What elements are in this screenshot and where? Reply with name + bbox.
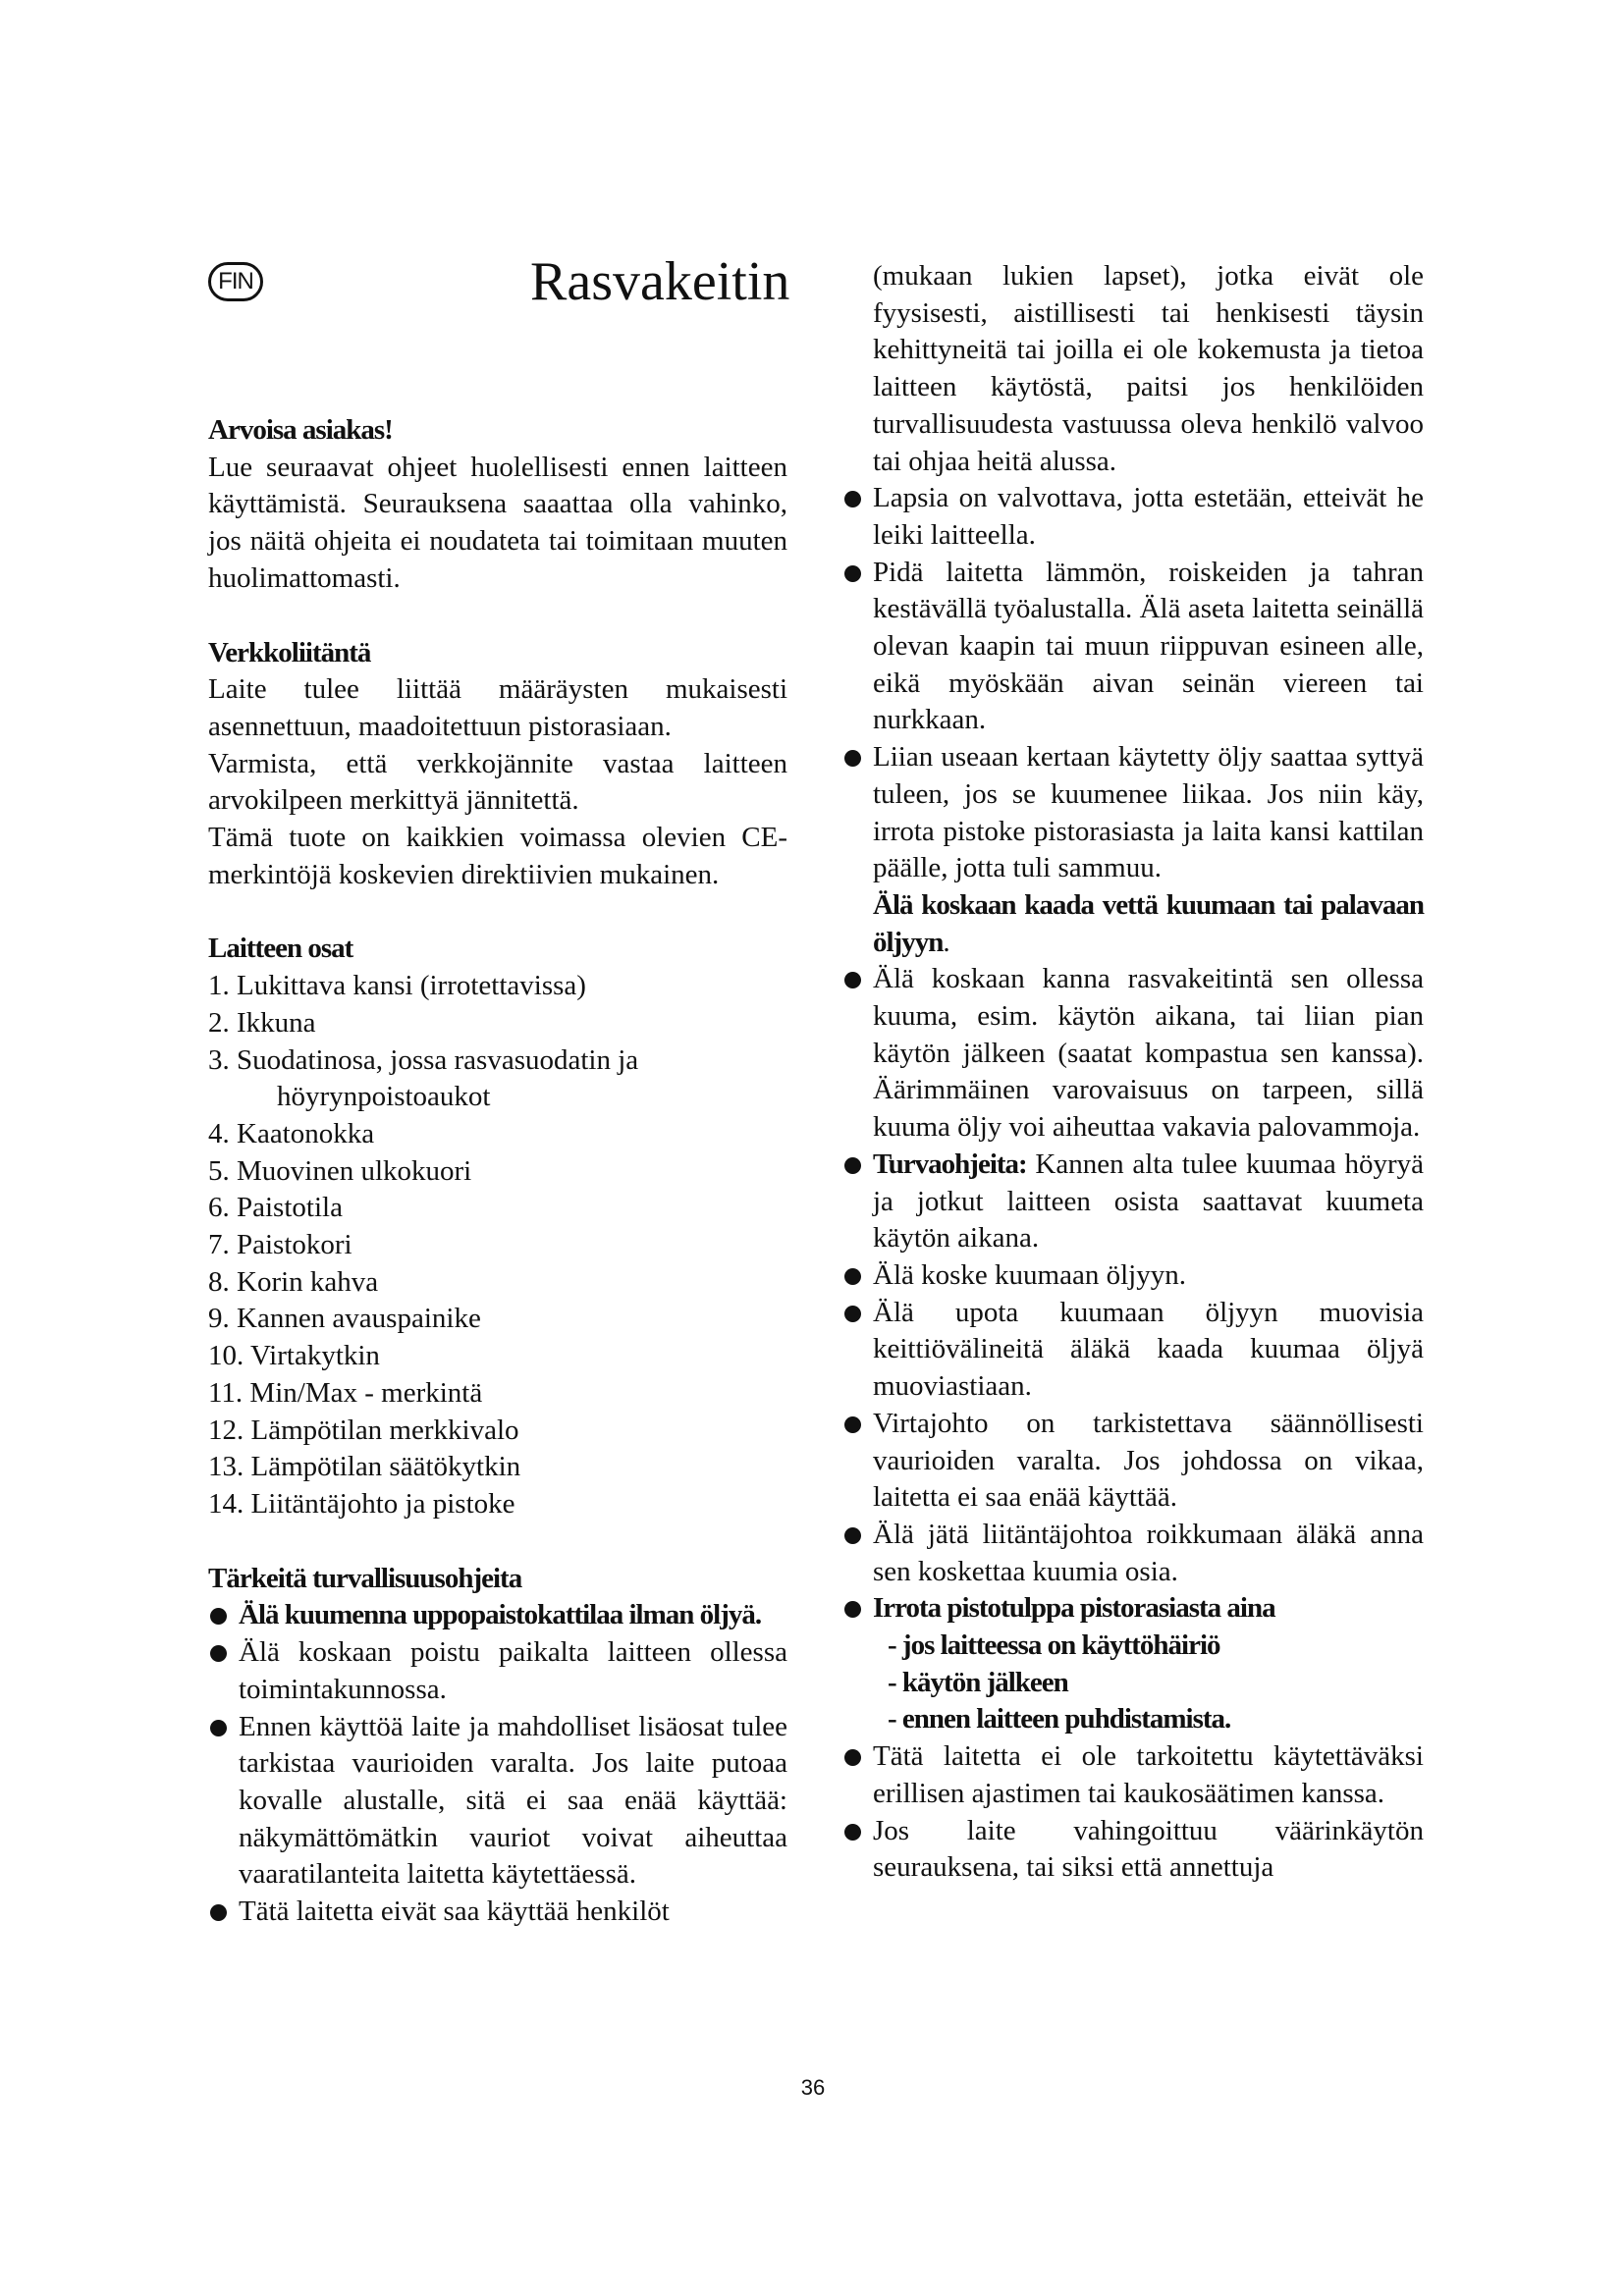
page-title: Rasvakeitin xyxy=(530,251,790,312)
intro-heading: Arvoisa asiakas! xyxy=(208,414,393,446)
safety-heading: Tärkeitä turvallisuusohjeita xyxy=(208,1562,522,1594)
connection-paragraph: Laite tulee liittää määräysten mukaisesti asennettuun, maadoitettuun pistorasiaan. xyxy=(208,673,787,742)
safety-item-continuation: (mukaan lukien lapset), jotka eivät ole fyysisesti, aistillisesti tai henkisesti täysin kehittyneitä tai joilla ei ole kokemusta ja tietoa laitteen käytöstä, paitsi jos henkilöiden turvallisuudesta vastuussa oleva henkilö valvoo tai ohjaa heitä alussa. xyxy=(873,260,1424,477)
safety-item: Älä upota kuumaan öljyyn muovisia keittiövälineitä äläkä kaada kuumaa öljyä muoviastiaan. xyxy=(842,1295,1424,1406)
water-warning-end: . xyxy=(943,926,950,958)
unplug-heading: Irrota pistotulppa pistorasiasta aina xyxy=(842,1590,1424,1628)
parts-list-item: 10. Virtakytkin xyxy=(208,1340,380,1372)
safety-item: Tätä laitetta ei ole tarkoitettu käytettäväksi erillisen ajastimen tai kaukosäätimen kanssa. xyxy=(842,1738,1424,1812)
parts-list-item: 11. Min/Max - merkintä xyxy=(208,1376,483,1409)
safety-item xyxy=(842,1147,1424,1257)
safety-item: Ennen käyttöä laite ja mahdolliset lisäosat tulee tarkistaa vaurioiden varalta. Jos laite putoaa kovalle alustalle, sitä ei saa enää käyttää: näkymättömätkin vauriot voivat aiheuttaa vaaratilanteita laitetta käytettäessä. xyxy=(208,1709,787,1895)
steam-label: Turvaohjeita: xyxy=(873,1148,1027,1180)
safety-item: Älä koskaan poistu paikalta laitteen ollessa toimintakunnossa. xyxy=(208,1634,787,1708)
parts-list-item: 4. Kaatonokka xyxy=(208,1117,375,1149)
safety-item: Jos laite vahingoittuu väärinkäytön seurauksena, tai siksi että annettuja xyxy=(842,1813,1424,1887)
right-column xyxy=(842,258,1424,1887)
safety-item: Älä koskaan kanna rasvakeitintä sen ollessa kuuma, esim. käytön aikana, tai liian pian käytön jälkeen (saatat kompastua sen kanssa). Äärimmäinen varovaisuus on tarpeen, sillä kuuma öljy voi aiheuttaa vakavia palovammoja. xyxy=(842,961,1424,1147)
parts-list-item: 14. Liitäntäjohto ja pistoke xyxy=(208,1487,515,1520)
unplug-item: - jos laitteessa on käyttöhäiriö xyxy=(888,1629,1220,1662)
parts-heading: Laitteen osat xyxy=(208,933,353,965)
safety-item: Lapsia on valvottava, jotta estetään, etteivät he leiki laitteella. xyxy=(842,480,1424,554)
parts-list-item: 6. Paistotila xyxy=(208,1192,343,1224)
parts-list-item: 2. Ikkuna xyxy=(208,1006,316,1039)
parts-list-item: 1. Lukittava kansi (irrotettavissa) xyxy=(208,970,586,1002)
intro-text: Lue seuraavat ohjeet huolellisesti ennen laitteen käyttämistä. Seurauksena saaattaa olla vahinko, jos näitä ohjeita ei noudateta tai toimitaan muuten huolimattomasti. xyxy=(208,451,787,594)
parts-list-item xyxy=(208,1042,787,1116)
water-warning xyxy=(842,887,1424,961)
page-number: 36 xyxy=(800,2075,826,2100)
parts-list-item-text: 3. Suodatinosa, jossa rasvasuodatin ja xyxy=(208,1043,639,1076)
safety-item: Virtajohto on tarkistettava säännöllisesti vaurioiden varalta. Jos johdossa on vikaa, laitetta ei saa enää käyttää. xyxy=(842,1406,1424,1517)
parts-list-item: 13. Lämpötilan säätökytkin xyxy=(208,1451,521,1483)
connection-paragraph: Tämä tuote on kaikkien voimassa olevien CE-merkintöjä koskevien direktiivien mukainen. xyxy=(208,822,787,890)
safety-item: Pidä laitetta lämmön, roiskeiden ja tahran kestävällä työalustalla. Älä aseta laitetta seinällä olevan kaapin tai muun riippuvan esineen alle, eikä myöskään aivan seinän viereen tai nurkkaan. xyxy=(842,555,1424,740)
water-warning-text: Älä koskaan kaada vettä kuumaan tai palavaan öljyyn xyxy=(873,888,1424,958)
connection-heading: Verkkoliitäntä xyxy=(208,636,371,668)
parts-list-item: 7. Paistokori xyxy=(208,1229,352,1261)
left-column xyxy=(208,412,787,1931)
steam-text: Kannen alta tulee kuumaa höyryä ja jotkut laitteen osista saattavat kuumeta käytön aikana. xyxy=(873,1148,1424,1255)
parts-list-item: 5. Muovinen ulkokuori xyxy=(208,1154,472,1187)
safety-item: Älä kuumenna uppopaistokattilaa ilman öljyä. xyxy=(208,1597,787,1634)
parts-list xyxy=(208,968,787,1523)
language-badge: FIN xyxy=(208,262,263,301)
unplug-item: - ennen laitteen puhdistamista. xyxy=(888,1703,1231,1735)
parts-list-item-continuation: höyrynpoistoaukot xyxy=(277,1081,491,1113)
safety-item: Liian useaan kertaan käytetty öljy saattaa syttyä tuleen, jos se kuumenee liikaa. Jos niin käy, irrota pistoke pistorasiasta ja laita kansi kattilan päälle, jotta tuli sammuu. xyxy=(842,739,1424,887)
safety-item: Tätä laitetta eivät saa käyttää henkilöt xyxy=(208,1894,787,1931)
safety-item: Älä jätä liitäntäjohtoa roikkumaan äläkä anna sen koskettaa kuumia osia. xyxy=(842,1517,1424,1590)
parts-list-item: 12. Lämpötilan merkkivalo xyxy=(208,1414,519,1446)
parts-list-item: 9. Kannen avauspainike xyxy=(208,1303,481,1335)
connection-paragraph: Varmista, että verkkojännite vastaa laitteen arvokilpeen merkittyä jännitettä. xyxy=(208,747,787,817)
unplug-item: - käytön jälkeen xyxy=(888,1666,1068,1698)
parts-list-item: 8. Korin kahva xyxy=(208,1265,379,1298)
safety-item: Älä koske kuumaan öljyyn. xyxy=(842,1257,1424,1295)
